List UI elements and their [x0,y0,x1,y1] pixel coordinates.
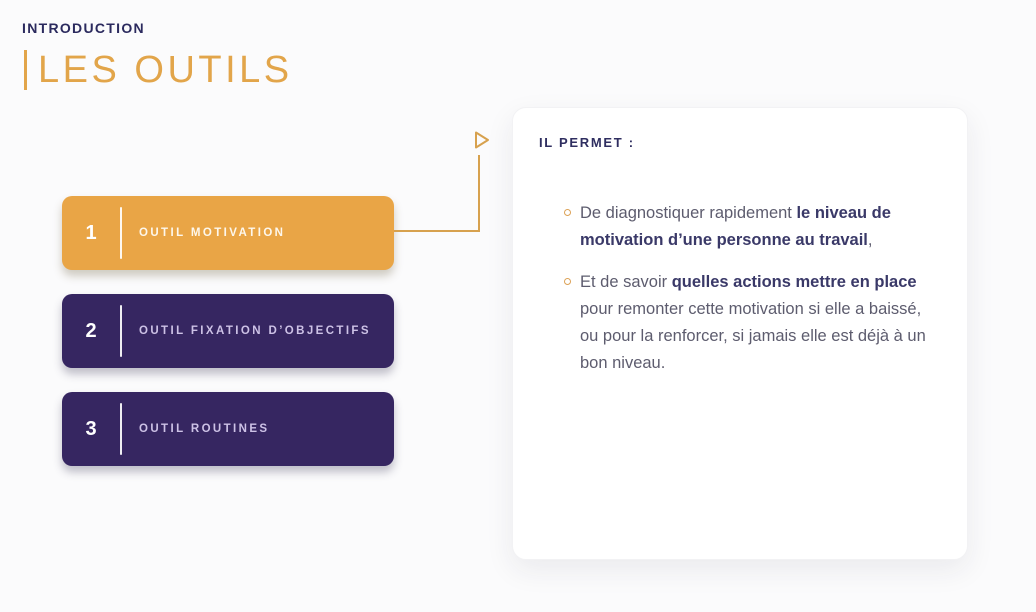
list-item [564,200,933,254]
tool-divider [120,305,122,357]
tool-label: OUTIL ROUTINES [139,423,270,435]
bullet-circle-icon [564,278,571,285]
title-accent-bar [24,50,27,90]
connector-line-horizontal [394,230,480,232]
tool-number: 3 [85,417,97,440]
tool-button-routines[interactable] [62,392,394,466]
bullet-list [539,200,933,377]
bullet-text: Et de savoir quelles actions mettre en place pour remonter cette motivation si elle a baissé, ou pour la renforcer, si jamais elle est déjà à un bon niveau. [580,273,926,372]
tool-divider [120,403,122,455]
triangle-right-icon [470,129,492,151]
card-heading: IL PERMET : [539,135,635,150]
tool-number: 1 [85,221,97,244]
permet-card [512,107,968,560]
section-kicker: INTRODUCTION [22,20,145,36]
tool-button-motivation[interactable] [62,196,394,270]
page-title-row [24,48,293,92]
tool-button-fixation-objectifs[interactable] [62,294,394,368]
bullet-text: De diagnostiquer rapidement le niveau de motivation d’une personne au travail, [580,204,891,249]
tool-label: OUTIL MOTIVATION [139,227,286,239]
page-title: LES OUTILS [38,49,293,91]
tool-divider [120,207,122,259]
tool-label: OUTIL FIXATION D’OBJECTIFS [139,325,371,337]
connector-line-vertical [478,155,480,232]
bullet-circle-icon [564,209,571,216]
list-item [564,269,933,377]
tool-number: 2 [85,319,97,342]
